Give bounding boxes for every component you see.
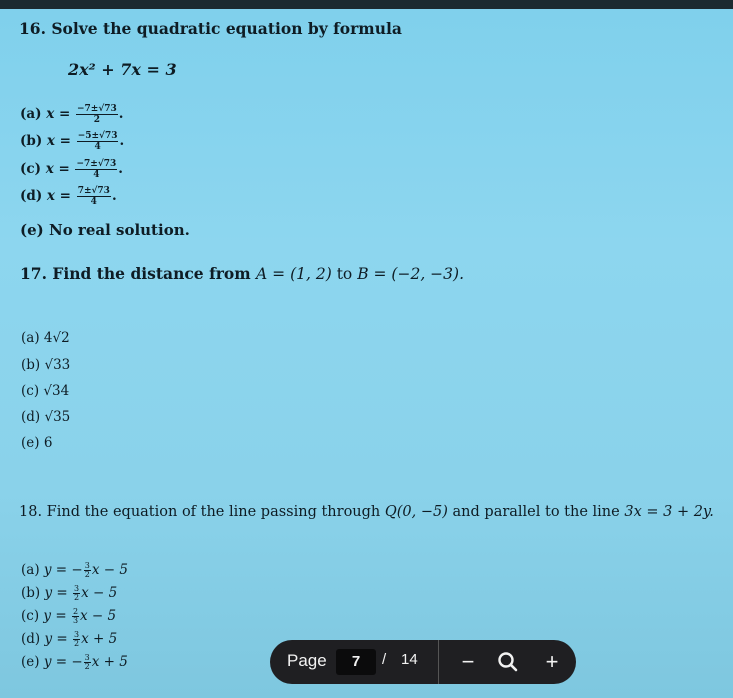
zoom-icon[interactable] — [492, 646, 524, 678]
total-pages: 14 — [401, 651, 418, 668]
q18-option-d[interactable]: (d) y = $\frac{3}{2}$ x + 5 — [21, 630, 118, 648]
q17-option-c[interactable]: (c) √34 — [21, 383, 70, 399]
q18-option-a[interactable]: (a) y = − $\frac{3}{2}$ x − 5 — [21, 561, 128, 579]
q16-option-a[interactable]: (a) x = $\frac{-7\pm√73}{2}$ . — [20, 104, 124, 125]
q18-option-e[interactable]: (e) y = − $\frac{3}{2}$ x + 5 — [21, 653, 128, 671]
page-separator: / — [382, 651, 387, 668]
current-page-input[interactable]: 7 — [336, 649, 376, 675]
q17-option-e[interactable]: (e) 6 — [21, 435, 53, 451]
zoom-out-button[interactable]: − — [461, 649, 475, 674]
top-edge — [0, 0, 733, 9]
q16-option-e[interactable]: (e) No real solution. — [20, 221, 190, 239]
magnifier-icon — [496, 650, 520, 674]
q17-option-a[interactable]: (a) 4√2 — [21, 330, 70, 346]
zoom-in-button[interactable]: + — [545, 649, 559, 674]
q18-option-b[interactable]: (b) y = $\frac{3}{2}$ x − 5 — [21, 584, 118, 602]
question-18-title: 18. Find the equation of the line passing through Q(0, −5) and parallel to the line 3x = 3 + 2y. — [19, 504, 714, 520]
q16-option-d[interactable]: (d) x = $\frac{7\pm√73}{4}$ . — [20, 186, 117, 207]
q17-option-b[interactable]: (b) √33 — [21, 357, 71, 373]
page-navigation-bar — [270, 640, 576, 684]
q16-option-b[interactable]: (b) x = $\frac{-5\pm√73}{4}$ . — [20, 131, 125, 152]
pager-divider — [438, 640, 439, 684]
q17-option-d[interactable]: (d) √35 — [21, 409, 71, 425]
q16-option-c[interactable]: (c) x = $\frac{-7\pm√73}{4}$ . — [20, 159, 123, 180]
q18-option-c[interactable]: (c) y = $\frac{2}{3}$ x − 5 — [21, 607, 117, 625]
question-16-equation: 2x² + 7x = 3 — [68, 60, 177, 79]
question-17-title: 17. Find the distance from A = (1, 2) to B = (−2, −3). — [20, 264, 464, 283]
question-16-title: 16. Solve the quadratic equation by formula — [19, 19, 402, 38]
page-label: Page — [287, 651, 327, 670]
